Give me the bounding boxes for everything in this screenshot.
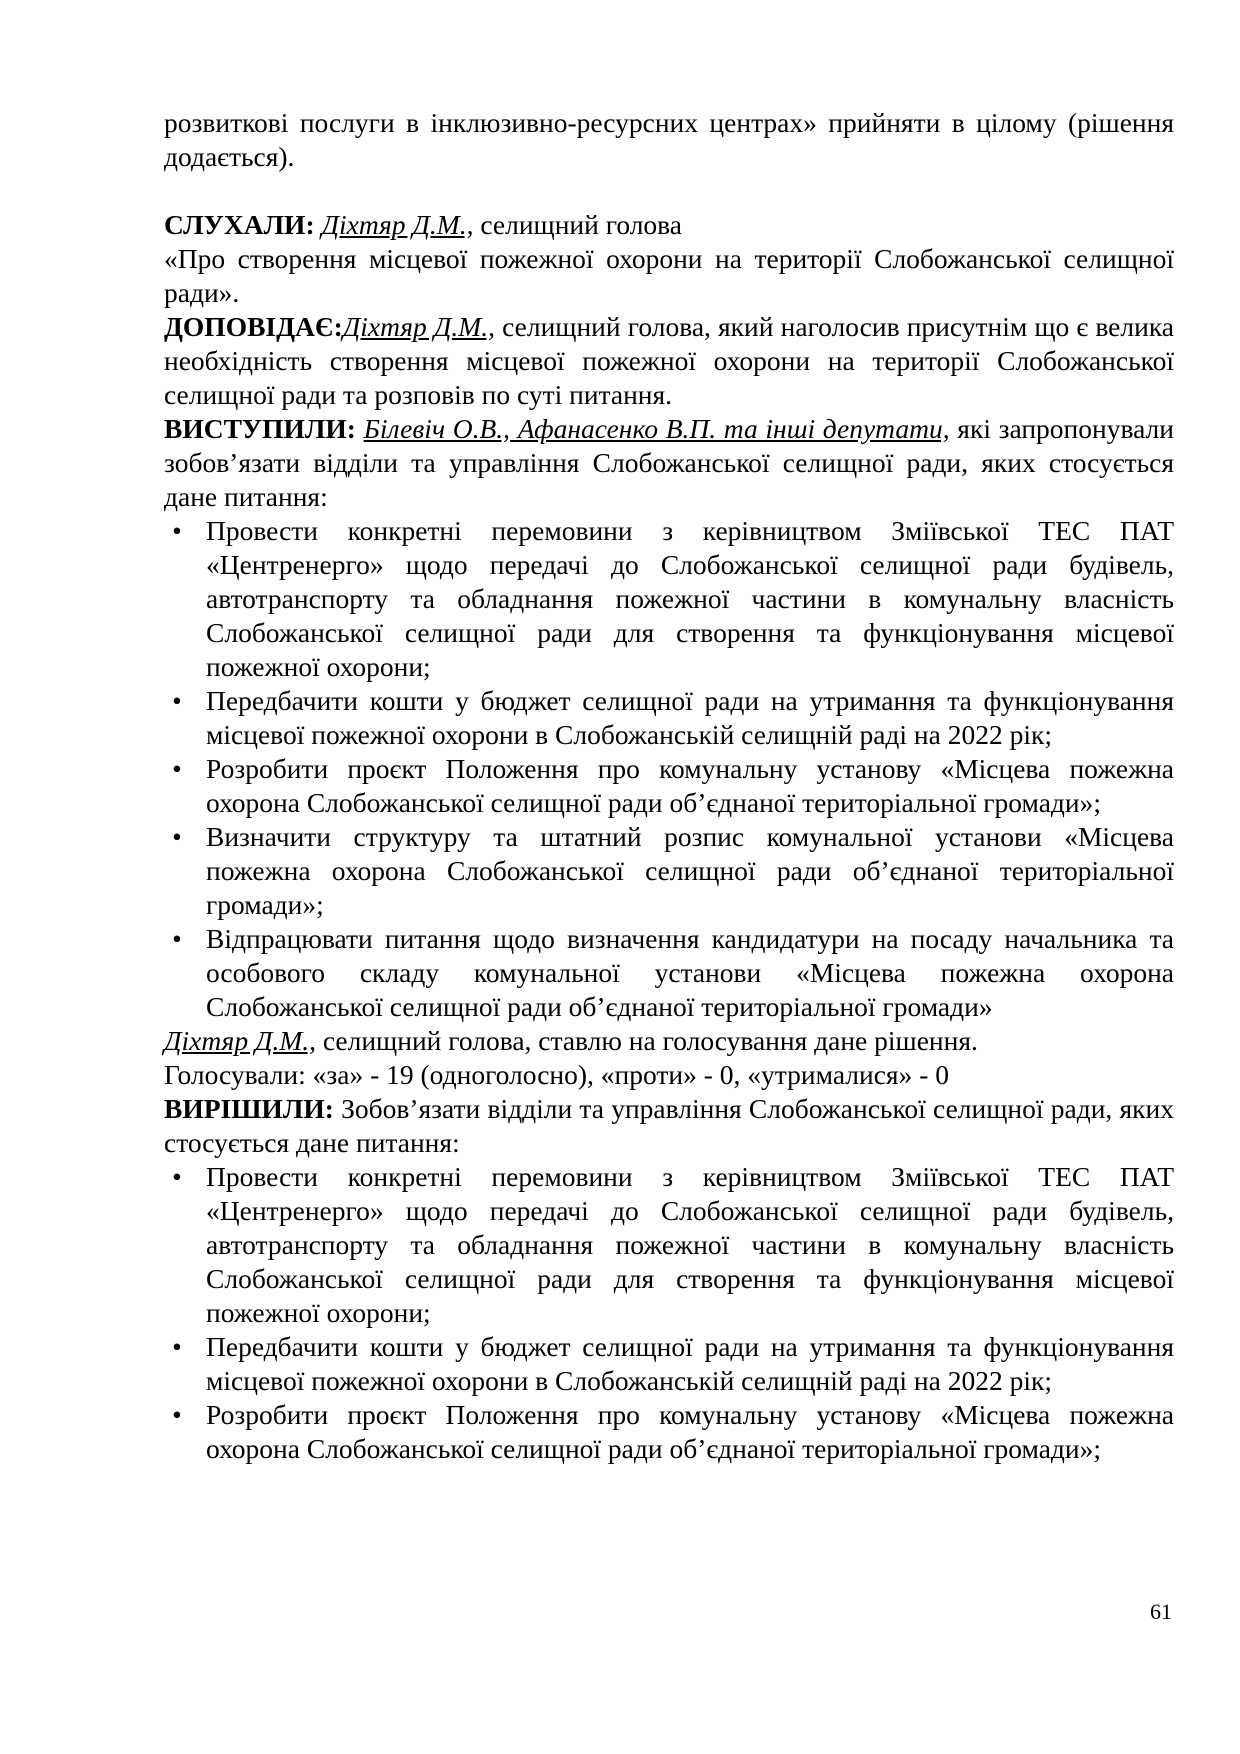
list-item (164, 752, 1174, 820)
list-item (164, 1398, 1174, 1466)
heard-topic-text: «Про створення місцевої пожежної охорони на території Слобожанської селищної ради». (164, 243, 1174, 308)
report-text: селищний голова, який наголосив присутнім що є велика необхідність створення місцевої пожежної охорони на території Слобожанської селищної ради та розповів по суті питання. (164, 311, 1174, 410)
decided-text: Зобов’язати відділи та управління Слобожанської селищної ради, яких стосується дане питання: (164, 1093, 1174, 1158)
heard-topic (164, 242, 1174, 310)
speeches-label: ВИСТУПИЛИ: (164, 413, 356, 444)
report-speaker: Діхтяр Д.М., (342, 311, 495, 342)
list-item (164, 514, 1174, 684)
document-body (164, 106, 1174, 1466)
list-item (164, 1330, 1174, 1398)
list-item-text: Розробити проєкт Положення про комунальну установу «Місцева пожежна охорона Слобожанської селищної ради об’єднаної територіальної громади»; (206, 1399, 1174, 1464)
decided-label: ВИРІШИЛИ: (164, 1093, 334, 1124)
paragraph-gap (164, 174, 1174, 208)
list-item-text: Передбачити кошти у бюджет селищної ради на утримання та функціонування місцевої пожежної охорони в Слобожанській селищній раді на 2022 рік; (206, 1331, 1174, 1396)
bullet-icon: • (172, 1161, 182, 1192)
heard-speaker: Діхтяр Д.М., (321, 209, 474, 240)
list-item (164, 922, 1174, 1024)
list-item-text: Провести конкретні перемовини з керівництвом Зміївської ТЕС ПАТ «Центренерго» щодо передачі до Слобожанської селищної ради будівель, автотранспорту та обладнання пожежної частини в комунальну власність Слобожанської селищної ради для створення та функціонування місцевої пожежної охорони; (206, 515, 1174, 682)
vote-call-text: селищний голова, ставлю на голосування дане рішення. (315, 1025, 978, 1056)
speeches-list (164, 514, 1174, 1024)
speeches-paragraph (164, 412, 1174, 514)
list-item (164, 684, 1174, 752)
report-label: ДОПОВІДАЄ: (164, 311, 343, 342)
bullet-icon: • (172, 1399, 182, 1430)
bullet-icon: • (172, 685, 182, 716)
vote-call-speaker: Діхтяр Д.М., (164, 1025, 316, 1056)
bullet-icon: • (172, 1331, 182, 1362)
bullet-icon: • (172, 515, 182, 546)
list-item (164, 820, 1174, 922)
list-item-text: Передбачити кошти у бюджет селищної ради на утримання та функціонування місцевої пожежної охорони в Слобожанській селищній раді на 2022 рік; (206, 685, 1174, 750)
intro-paragraph (164, 106, 1174, 174)
vote-call (164, 1024, 1174, 1058)
heard-line (164, 208, 1174, 242)
speeches-text: які запропонували зобов’язати відділи та управління Слобожанської селищної ради, яких стосується дане питання: (164, 413, 1175, 512)
decided-list (164, 1160, 1174, 1466)
speeches-speakers: Білевіч О.В., Афанасенко В.П. та інші депутати, (363, 413, 950, 444)
intro-text: розвиткові послуги в інклюзивно-ресурсних центрах» прийняти в цілому (рішення додається). (164, 107, 1174, 172)
vote-result-text: Голосували: «за» - 19 (одноголосно), «проти» - 0, «утрималися» - 0 (164, 1059, 949, 1090)
vote-result (164, 1058, 1174, 1092)
heard-label: СЛУХАЛИ: (164, 209, 315, 240)
list-item-text: Розробити проєкт Положення про комунальну установу «Місцева пожежна охорона Слобожанської селищної ради об’єднаної територіальної громади»; (206, 753, 1174, 818)
list-item-text: Провести конкретні перемовини з керівництвом Зміївської ТЕС ПАТ «Центренерго» щодо передачі до Слобожанської селищної ради будівель, автотранспорту та обладнання пожежної частини в комунальну власність Слобожанської селищної ради для створення та функціонування місцевої пожежної охорони; (206, 1161, 1174, 1328)
list-item (164, 1160, 1174, 1330)
list-item-text: Визначити структуру та штатний розпис комунальної установи «Місцева пожежна охорона Слобожанської селищної ради об’єднаної територіальної громади»; (206, 821, 1174, 920)
list-item-text: Відпрацювати питання щодо визначення кандидатури на посаду начальника та особового складу комунальної установи «Місцева пожежна охорона Слобожанської селищної ради об’єднаної територіальної громади» (206, 923, 1174, 1022)
bullet-icon: • (172, 821, 182, 852)
decided-paragraph (164, 1092, 1174, 1160)
heard-role: селищний голова (473, 209, 683, 240)
bullet-icon: • (172, 753, 182, 784)
page-number: 61 (1150, 1599, 1172, 1624)
bullet-icon: • (172, 923, 182, 954)
report-paragraph (164, 310, 1174, 412)
